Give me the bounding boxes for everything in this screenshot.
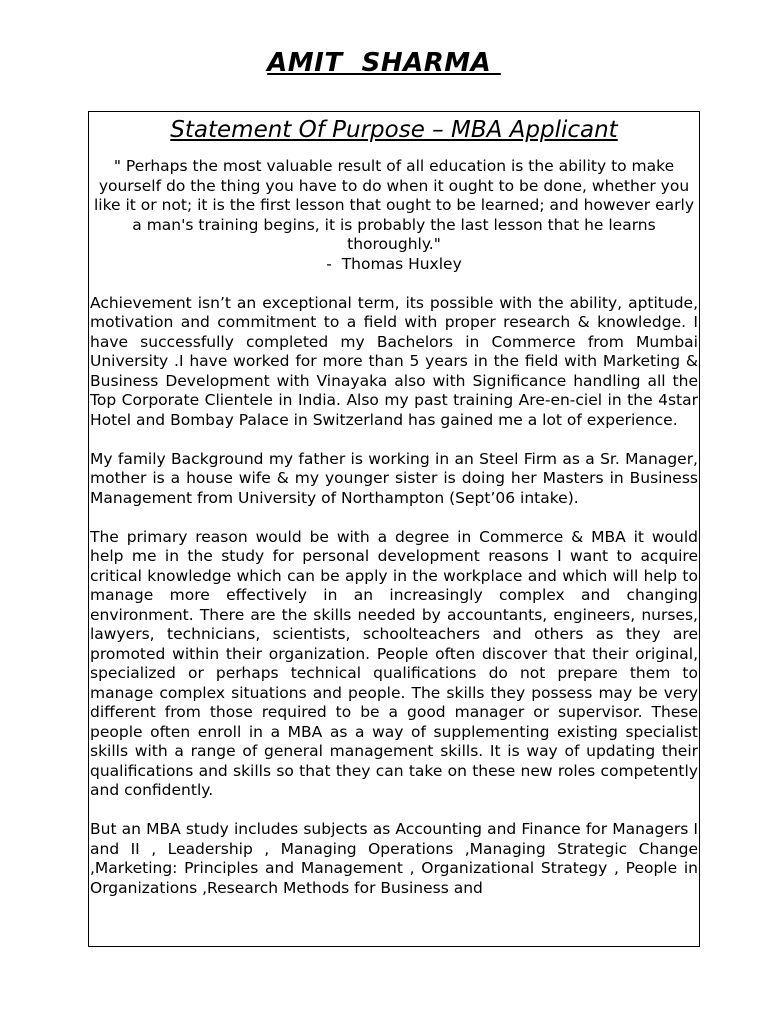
opening-quote: " Perhaps the most valuable result of all education is the ability to make yourself do the thing you have to do when it ought to be done, whether you like it or not; it is the first lesson that ought to be learned; and however early a man's training begins, it is probably the last lesson that he learns thoroughly.": [93, 157, 694, 253]
statement-box: [88, 111, 700, 947]
paragraph-reason: The primary reason would be with a degree in Commerce & MBA it would help me in the study for personal development reasons I want to acquire critical knowledge which can be apply in the workplace and which will help to manage more effectively in an increasingly complex and changing environment. There are the skills needed by accountants, engineers, nurses, lawyers, technicians, scientists, schoolteachers and others as they are promoted within their organization. People often discover that their original, specialized or perhaps technical qualifications do not prepare them to manage complex situations and people. The skills they possess may be very different from those required to be a good manager or supervisor. These people often enroll in a MBA as a way of supplementing existing specialist skills with a range of general management skills. It is way of updating their qualifications and skills so that they can take on these new roles competently and confidently.: [90, 527, 698, 799]
paragraph-achievement: Achievement isn’t an exceptional term, its possible with the ability, aptitude, motivation and commitment to a field with proper research & knowledge. I have successfully completed my Bachelors in Commerce from Mumbai University .I have worked for more than 5 years in the field with Marketing & Business Development with Vinayaka also with Significance handling all the Top Corporate Clientele in India. Also my past training Are-en-ciel in the 4star Hotel and Bombay Palace in Switzerland has gained me a lot of experience.: [90, 293, 698, 429]
paragraph-family: My family Background my father is working in an Steel Firm as a Sr. Manager, mother is a house wife & my younger sister is doing her Masters in Business Management from University of Northampton (Sept’06 intake).: [90, 449, 698, 507]
quote-author: - Thomas Huxley: [326, 254, 462, 273]
applicant-name: AMIT SHARMA: [267, 48, 501, 78]
paragraph-subjects: But an MBA study includes subjects as Accounting and Finance for Managers I and II , Leadership , Managing Operations ,Managing Strategic Change ,Marketing: Principles and Management , Organizational Strategy , People in Organizations ,Research Methods for Business and: [90, 820, 698, 897]
document-title: Statement Of Purpose – MBA Applicant: [170, 117, 618, 143]
